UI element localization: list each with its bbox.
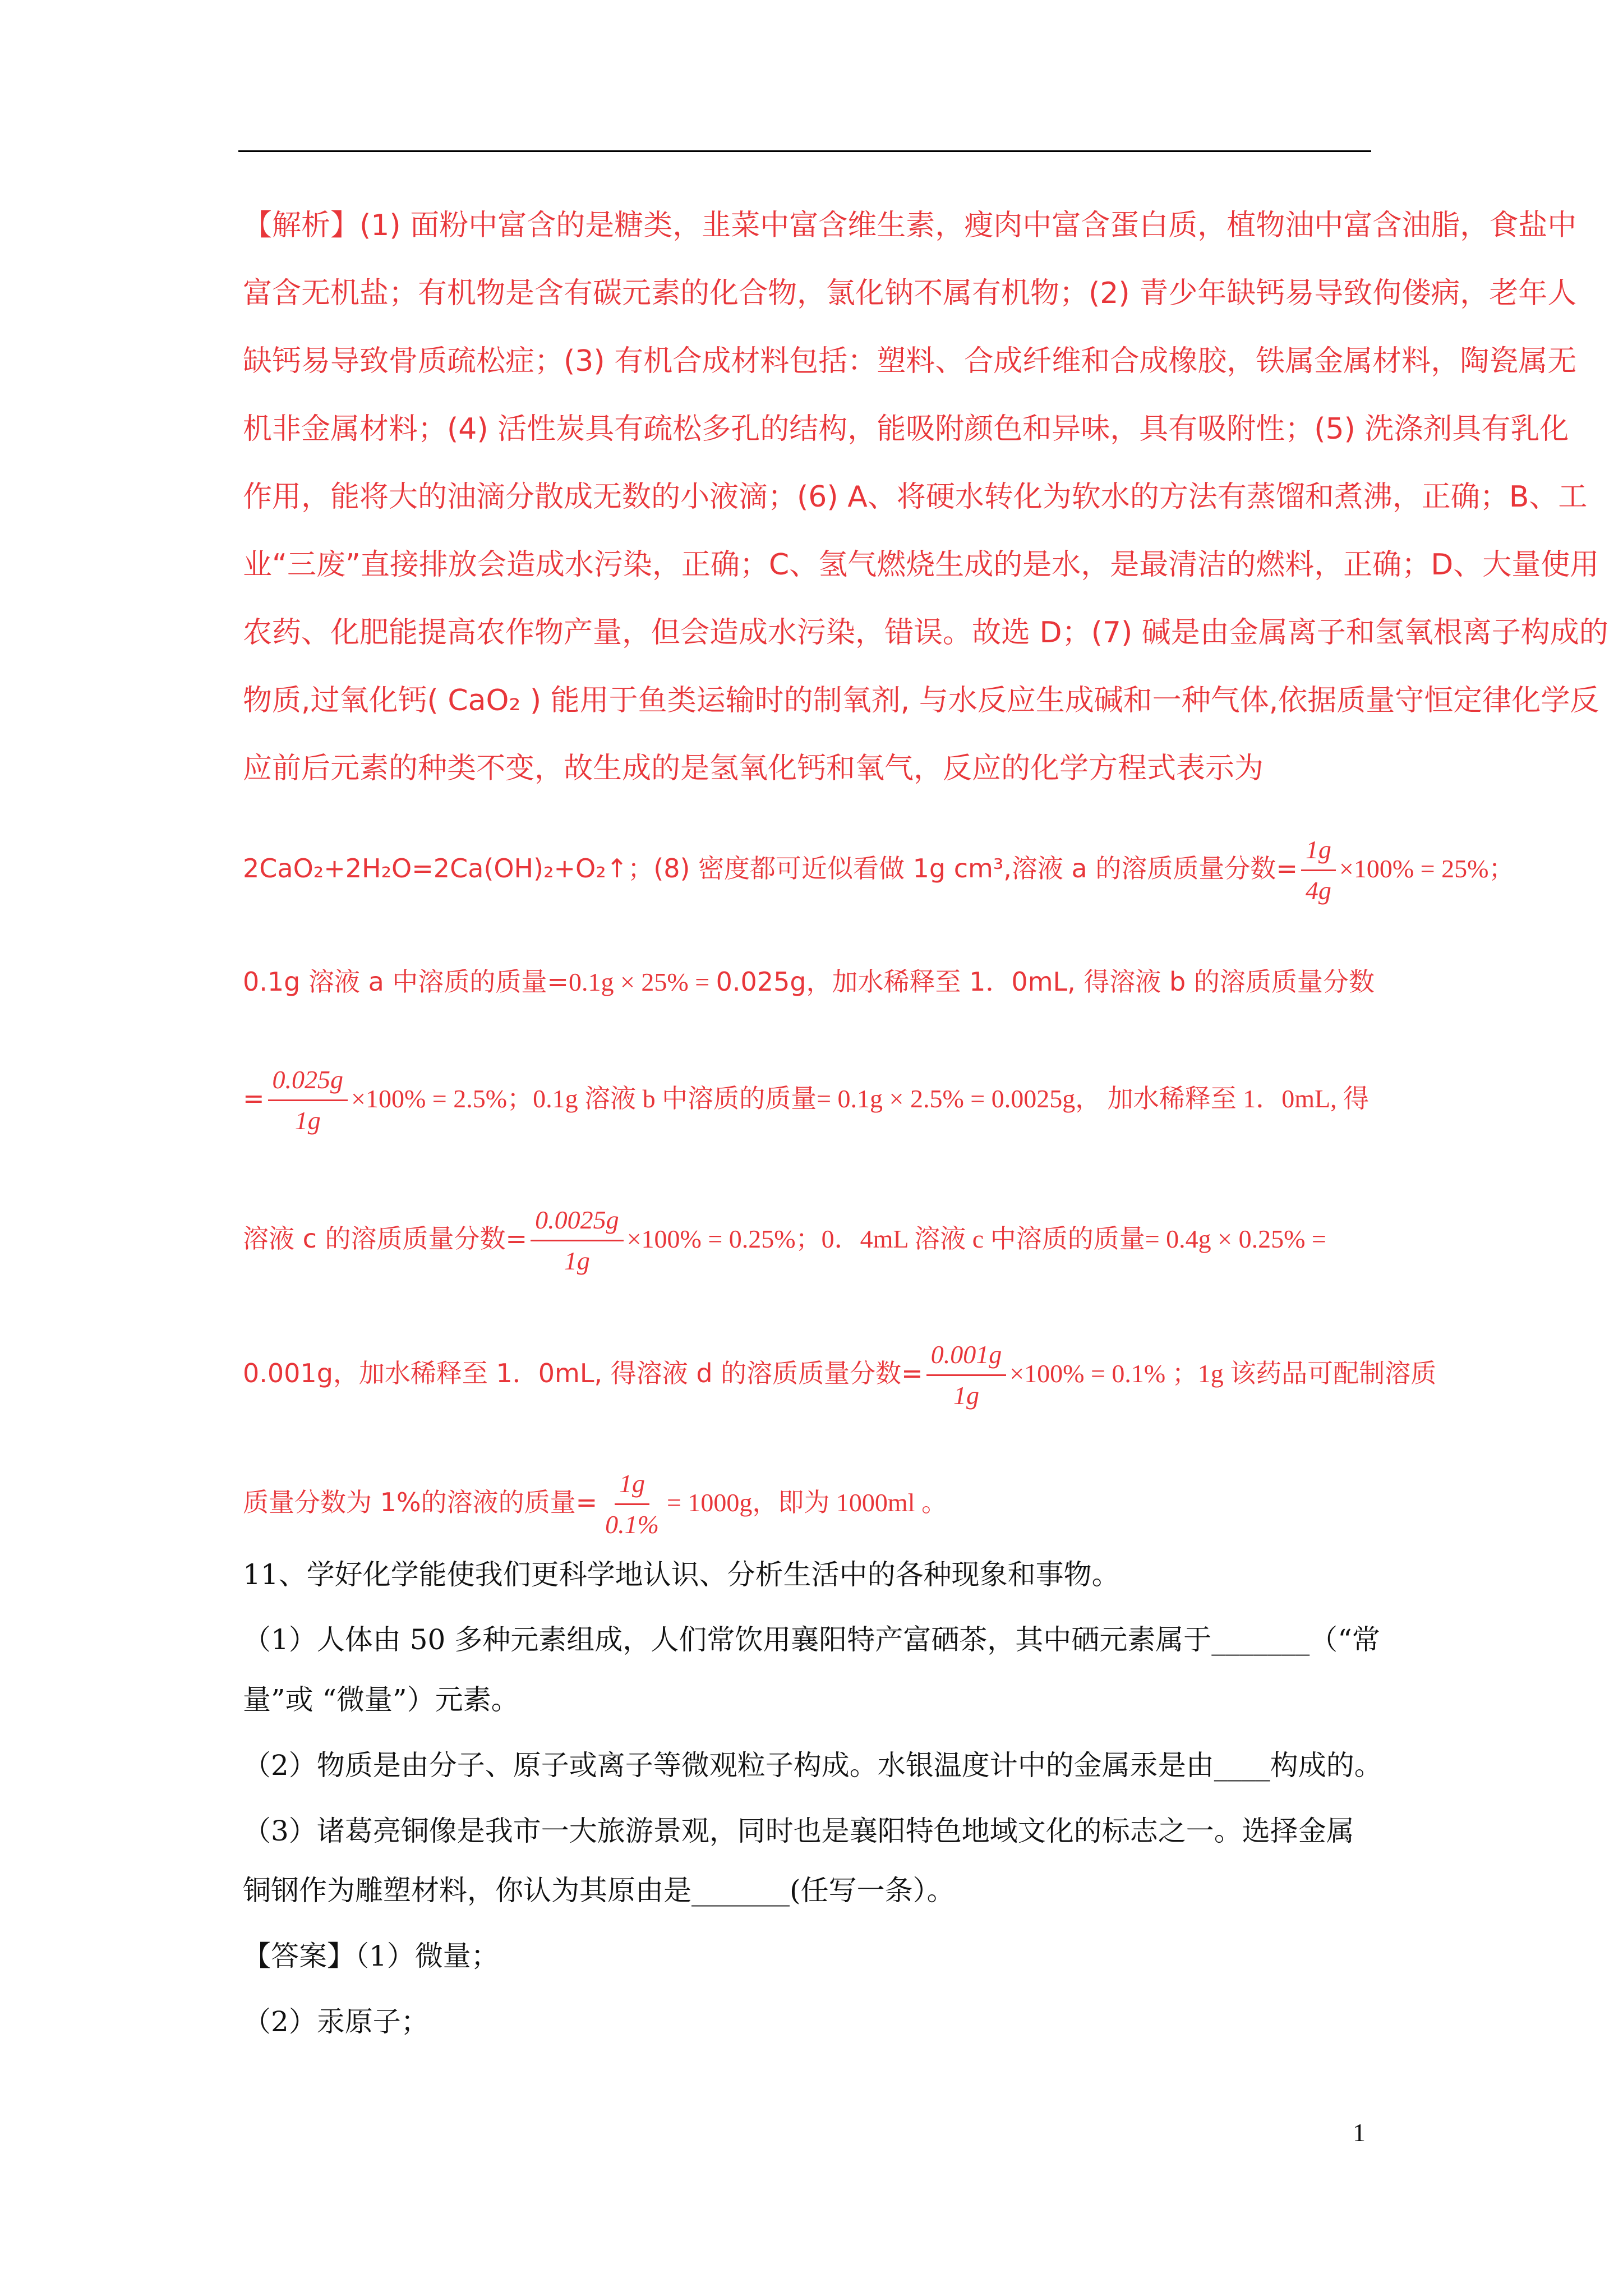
calc-line-6 xyxy=(243,1464,947,1544)
fraction-denominator: 1g xyxy=(564,1246,590,1275)
calc-line-1 xyxy=(243,830,1514,910)
fraction-denominator: 1g xyxy=(953,1381,979,1410)
calc-6-post: = 1000g，即为 1000ml 。 xyxy=(666,1488,947,1517)
fraction-numerator: 0.025g xyxy=(268,1060,348,1101)
fraction-denominator: 4g xyxy=(1305,876,1331,905)
analysis-line-7: 农药、化肥能提高农作物产量，但会造成水污染，错误。故选 D；(7) 碱是由金属离子和氢氧根离子构成的 xyxy=(243,616,1608,650)
analysis-line-1: 【解析】(1) 面粉中富含的是糖类，韭菜中富含维生素，瘦肉中富含蛋白质，植物油中富含油脂，食盐中 xyxy=(243,209,1577,242)
calc-3-post: ×100% = 2.5%；0.1g 溶液 b 中溶质的质量= 0.1g × 2.5% = 0.0025g， 加水稀释至 1．0mL, 得 xyxy=(351,1084,1370,1113)
fraction-denominator: 1g xyxy=(294,1106,321,1135)
calc-line-4 xyxy=(243,1200,1326,1281)
fraction-numerator: 0.001g xyxy=(926,1335,1007,1376)
fraction-00025g-1g xyxy=(531,1200,624,1281)
calc-4-post: ×100% = 0.25%；0．4mL 溶液 c 中溶质的质量= 0.4g × 0.25% = xyxy=(626,1225,1326,1253)
question-stem: 11、学好化学能使我们更科学地认识、分析生活中的各种现象和事物。 xyxy=(243,1558,1120,1591)
page-number: 1 xyxy=(1353,2118,1366,2147)
calc-4-pre: 溶液 c 的溶质质量分数= xyxy=(243,1223,528,1254)
analysis-line-5: 作用，能将大的油滴分散成无数的小液滴；(6) A、将硬水转化为软水的方法有蒸馏和煮沸，正确；B、工 xyxy=(243,480,1588,514)
calc-2-pre: 0.1g 溶液 a 中溶质的质量= xyxy=(243,967,569,997)
question-1-line-2: 量”或 “微量”）元素。 xyxy=(243,1683,519,1716)
calc-2-expr: 0.1g × 25% = xyxy=(568,968,716,996)
calc-2-post: 0.025g，加水稀释至 1．0mL, 得溶液 b 的溶质质量分数 xyxy=(716,967,1375,997)
question-2: （2）物质是由分子、原子或离子等微观粒子构成。水银温度计中的金属汞是由____构成的。 xyxy=(243,1749,1382,1782)
calc-1-pre: 2CaO₂+2H₂O=2Ca(OH)₂+O₂↑；(8) 密度都可近似看做 1g cm³,溶液 a 的溶质质量分数= xyxy=(243,853,1298,884)
header-rule xyxy=(238,150,1371,152)
calc-5-pre: 0.001g，加水稀释至 1．0mL, 得溶液 d 的溶质质量分数= xyxy=(243,1358,923,1388)
calc-1-post: ×100% = 25%； xyxy=(1339,854,1515,883)
answer-line-2: （2）汞原子； xyxy=(243,2005,429,2038)
analysis-line-3: 缺钙易导致骨质疏松症；(3) 有机合成材料包括：塑料、合成纤维和合成橡胶，铁属金属材料，陶瓷属无 xyxy=(243,344,1577,378)
fraction-1g-4g xyxy=(1301,830,1336,910)
question-3-line-2: 铜钢作为雕塑材料，你认为其原由是_______(任写一条）。 xyxy=(243,1874,955,1907)
fraction-numerator: 1g xyxy=(615,1464,649,1505)
analysis-line-6: 业“三废”直接排放会造成水污染，正确；C、氢气燃烧生成的是水，是最清洁的燃料，正确；D、大量使用 xyxy=(243,548,1599,582)
analysis-line-8: 物质,过氧化钙( CaO₂ ) 能用于鱼类运输时的制氧剂, 与水反应生成碱和一种气体,依据质量守恒定律化学反 xyxy=(243,684,1599,717)
fraction-denominator: 0.1% xyxy=(605,1510,659,1539)
question-3-line-1: （3）诸葛亮铜像是我市一大旅游景观，同时也是襄阳特色地域文化的标志之一。选择金属 xyxy=(243,1815,1354,1847)
analysis-line-4: 机非金属材料；(4) 活性炭具有疏松多孔的结构，能吸附颜色和异味，具有吸附性；(5) 洗涤剂具有乳化 xyxy=(243,412,1569,446)
calc-line-3 xyxy=(243,1060,1369,1140)
question-1-line-1: （1）人体由 50 多种元素组成，人们常饮用襄阳特产富硒茶，其中硒元素属于_______（“常 xyxy=(243,1623,1380,1656)
fraction-numerator: 1g xyxy=(1301,830,1336,871)
analysis-line-2: 富含无机盐；有机物是含有碳元素的化合物，氯化钠不属有机物；(2) 青少年缺钙易导致佝偻病，老年人 xyxy=(243,277,1577,310)
calc-6-pre: 质量分数为 1%的溶液的质量= xyxy=(243,1487,598,1517)
fraction-numerator: 0.0025g xyxy=(531,1200,624,1241)
fraction-1g-01pct xyxy=(601,1464,663,1544)
calc-5-post: ×100% = 0.1% ；1g 该药品可配制溶质 xyxy=(1009,1359,1437,1388)
answer-line-1: 【答案】（1）微量； xyxy=(243,1940,499,1972)
fraction-0025g-1g xyxy=(268,1060,348,1140)
analysis-line-9: 应前后元素的种类不变，故生成的是氢氧化钙和氧气，反应的化学方程式表示为 xyxy=(243,752,1264,785)
calc-3-pre: = xyxy=(243,1083,265,1114)
calc-line-2 xyxy=(243,965,1375,999)
fraction-0001g-1g xyxy=(926,1335,1007,1415)
calc-line-5 xyxy=(243,1335,1436,1415)
